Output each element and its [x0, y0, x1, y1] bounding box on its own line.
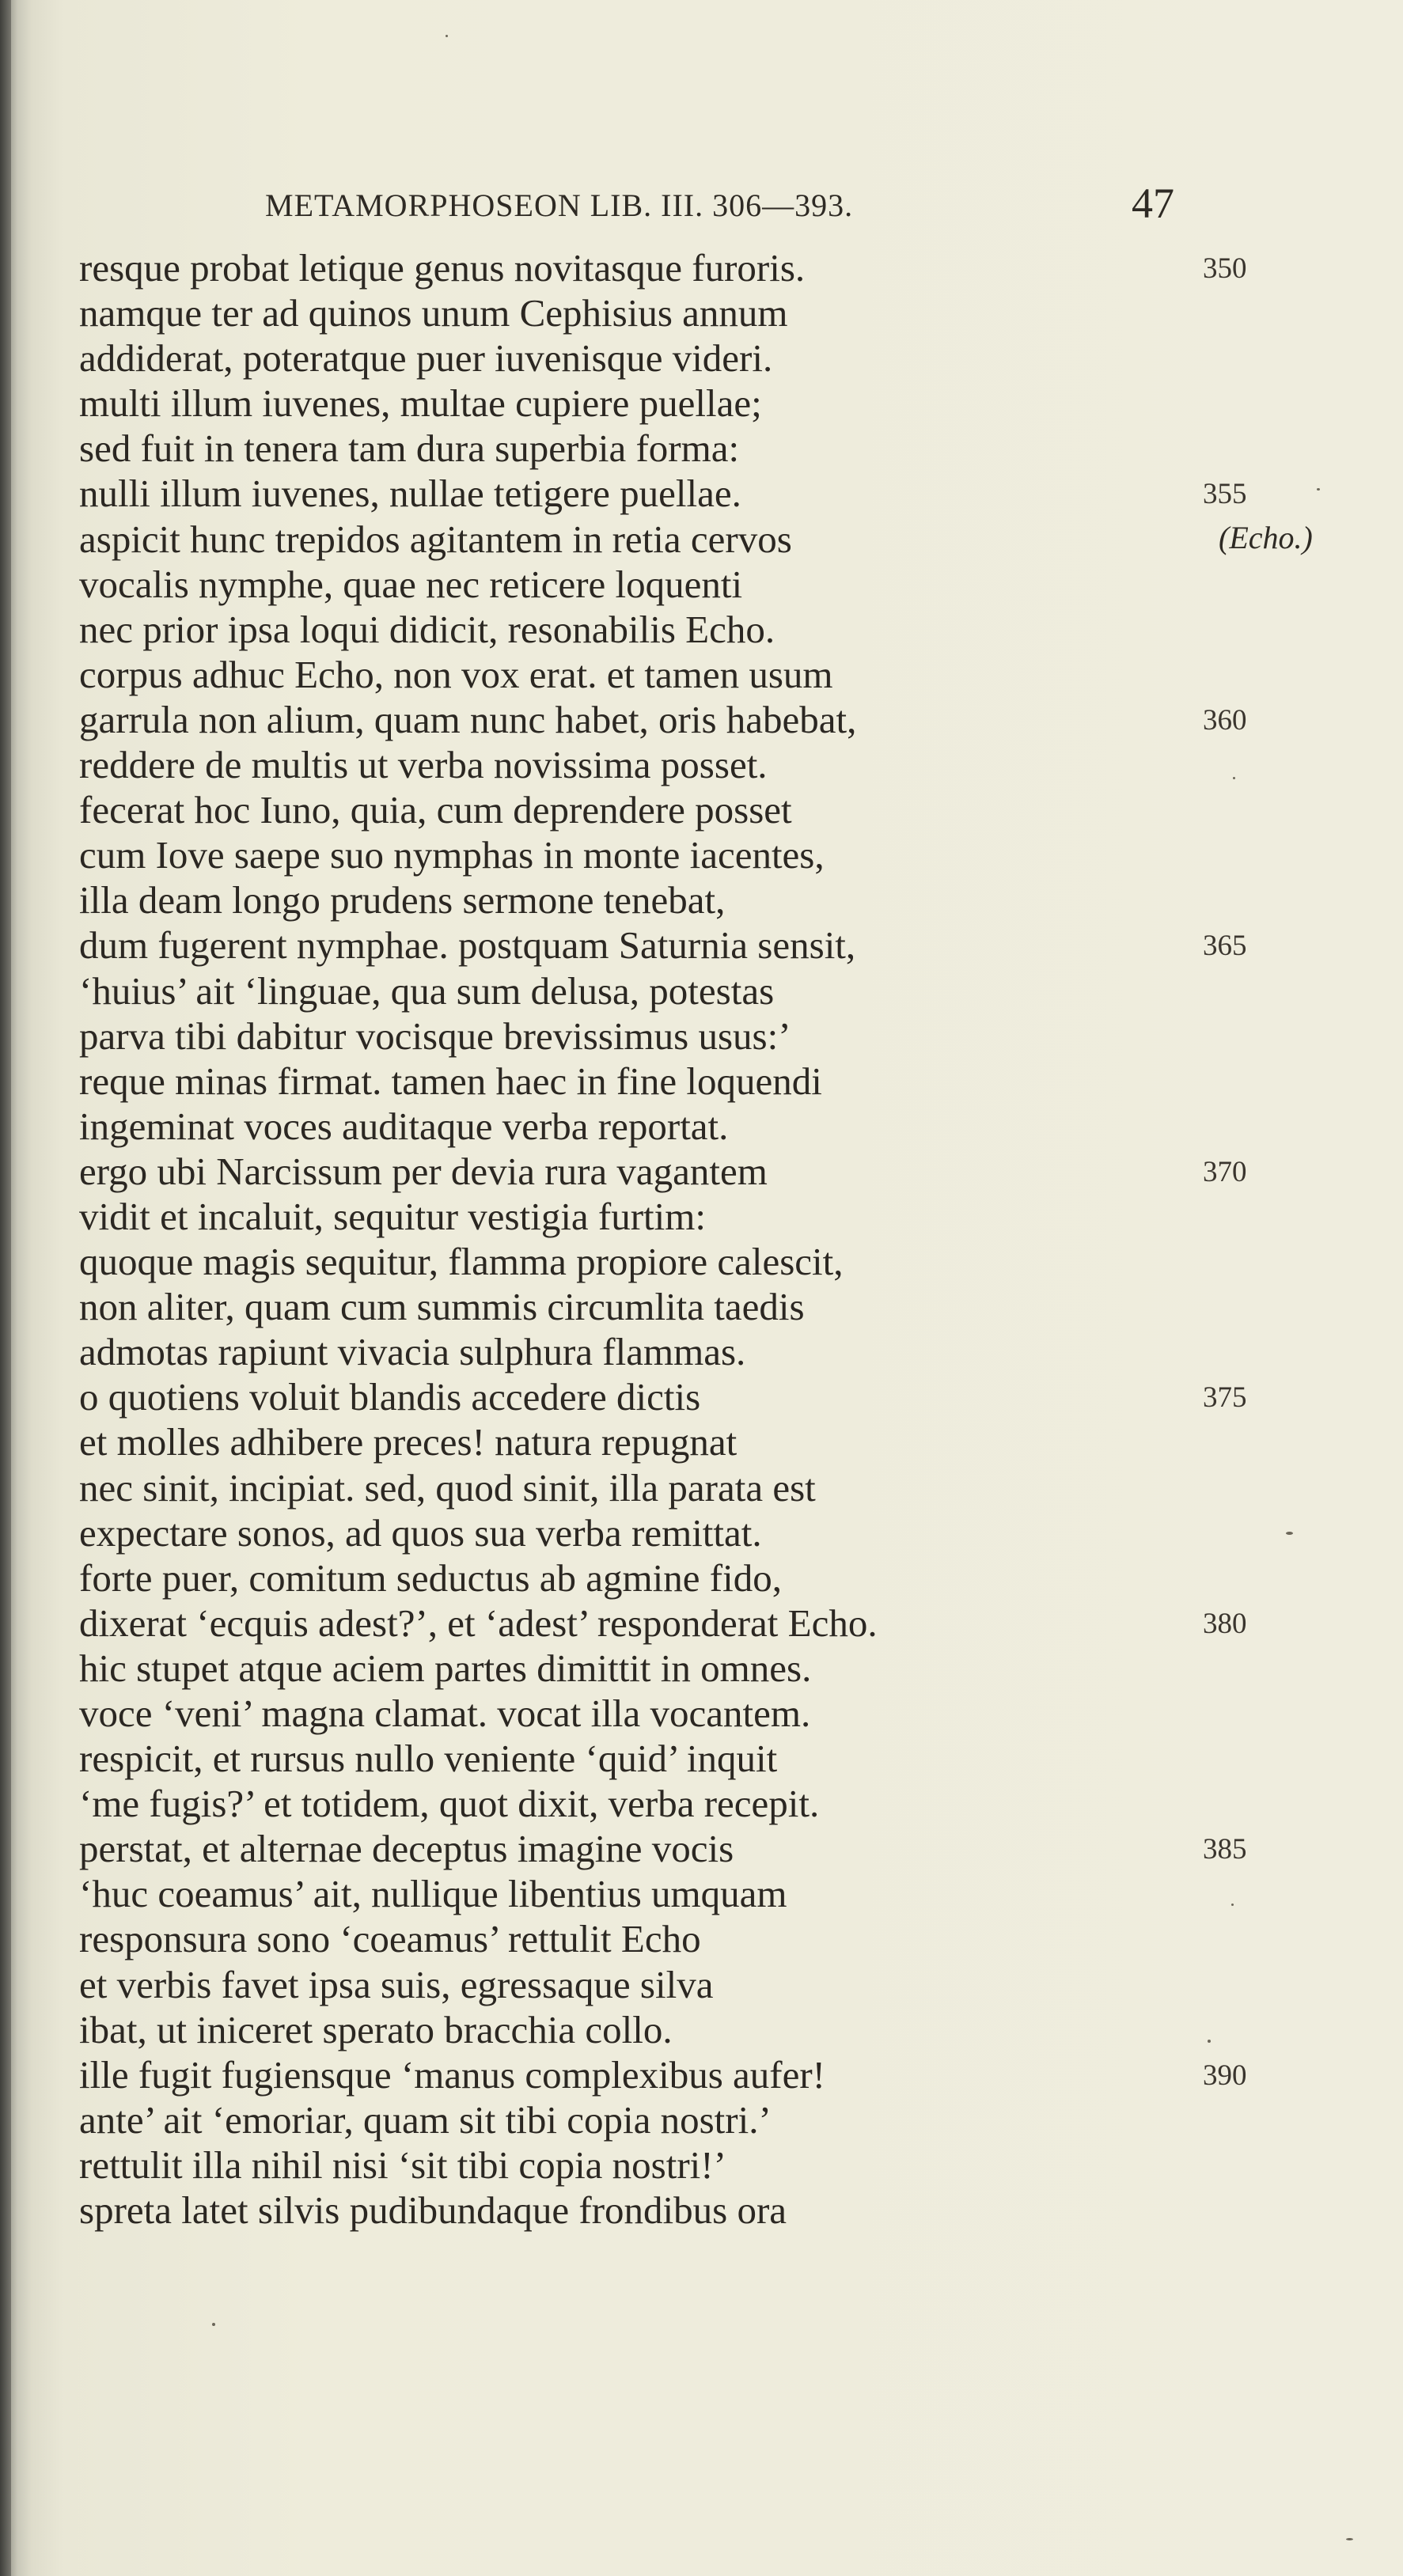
verse-text: rettulit illa nihil nisi ‘sit tibi copia nostri!’: [79, 2142, 726, 2187]
verse-line: [79, 1419, 1314, 1464]
verse-text: responsura sono ‘coeamus’ rettulit Echo: [79, 1917, 701, 1961]
verse-text: fecerat hoc Iuno, quia, cum deprendere posset: [79, 788, 792, 832]
verse-line: [79, 1601, 1314, 1646]
line-number: 385: [1203, 1833, 1247, 1866]
verse-text: ante’ ait ‘emoriar, quam sit tibi copia nostri.’: [79, 2097, 772, 2142]
verse-text: et verbis favet ipsa suis, egressaque silva: [79, 1962, 714, 2006]
verse-line: [79, 1555, 1314, 1601]
verse-line: [79, 2142, 1314, 2188]
verse-line: [79, 1374, 1314, 1419]
verse-text: non aliter, quam cum summis circumlita taedis: [79, 1285, 805, 1329]
verse-text: spreta latet silvis pudibundaque frondibus ora: [79, 2188, 787, 2233]
verse-line: [79, 787, 1314, 832]
verse-line: [79, 471, 1314, 516]
paper-speck: [1317, 488, 1320, 491]
verse-text: ille fugit fugiensque ‘manus complexibus aufer!: [79, 2052, 825, 2097]
page-header: [0, 179, 1403, 234]
verse-text: quoque magis sequitur, flamma propiore calescit,: [79, 1240, 844, 1284]
verse-line: [79, 832, 1314, 877]
line-number: 350: [1203, 252, 1247, 285]
verse-text: addiderat, poteratque puer iuvenisque videri.: [79, 336, 773, 381]
marginal-note: (Echo.): [1219, 519, 1313, 555]
line-number: 355: [1203, 478, 1247, 511]
verse-text: resque probat letique genus novitasque furoris.: [79, 246, 806, 290]
verse-line: [79, 1962, 1314, 2007]
verse-text: illa deam longo prudens sermone tenebat,: [79, 878, 726, 922]
verse-line: [79, 1916, 1314, 1961]
verse-line: [79, 922, 1314, 968]
verse-text: multi illum iuvenes, multae cupiere puellae;: [79, 381, 762, 426]
paper-speck: [1286, 1532, 1293, 1535]
verse-text: ‘huius’ ait ‘linguae, qua sum delusa, potestas: [79, 968, 775, 1013]
verse-line: [79, 1329, 1314, 1374]
verse-text: ibat, ut iniceret sperato bracchia collo.: [79, 2007, 673, 2051]
verse-line: [79, 2007, 1314, 2052]
verse-text: nec sinit, incipiat. sed, quod sinit, illa parata est: [79, 1465, 816, 1510]
paper-speck: [1233, 777, 1235, 779]
verse-line: [79, 426, 1314, 471]
line-number: 380: [1203, 1607, 1247, 1640]
verse-line: [79, 517, 1314, 562]
verse-line: [79, 1826, 1314, 1871]
verse-text: nec prior ipsa loqui didicit, resonabilis Echo.: [79, 607, 775, 651]
verse-text: voce ‘veni’ magna clamat. vocat illa vocantem.: [79, 1691, 811, 1735]
running-title: METAMORPHOSEON LIB. III. 306—393.: [265, 188, 854, 223]
verse-line: [79, 1465, 1314, 1510]
verse-line: [79, 335, 1314, 381]
line-number: 390: [1203, 2059, 1247, 2092]
verse-line: [79, 1149, 1314, 1194]
verse-text: ergo ubi Narcissum per devia rura vagantem: [79, 1149, 768, 1193]
verse-line: [79, 968, 1314, 1013]
paper-speck: [1346, 2538, 1353, 2540]
verse-text: vocalis nymphe, quae nec reticere loquenti: [79, 562, 743, 606]
verse-text: hic stupet atque aciem partes dimittit in omnes.: [79, 1646, 812, 1690]
verse-text: o quotiens voluit blandis accedere dictis: [79, 1375, 701, 1419]
verse-text: sed fuit in tenera tam dura superbia forma:: [79, 426, 740, 471]
verse-text: corpus adhuc Echo, non vox erat. et tamen usum: [79, 652, 833, 696]
verse-line: [79, 1013, 1314, 1059]
verse-text: vidit et incaluit, sequitur vestigia furtim:: [79, 1194, 707, 1238]
verse-line: [79, 562, 1314, 607]
verse-text: parva tibi dabitur vocisque brevissimus usus:’: [79, 1013, 791, 1058]
verse-line: [79, 381, 1314, 426]
verse-line: [79, 652, 1314, 697]
paper-speck: [212, 2323, 215, 2326]
book-spine-shadow: [0, 0, 11, 2576]
verse-text: garrula non alium, quam nunc habet, oris habebat,: [79, 697, 857, 741]
verse-line: [79, 2097, 1314, 2142]
verse-line: [79, 607, 1314, 652]
verse-line: [79, 2052, 1314, 2097]
verse-line: [79, 877, 1314, 922]
verse-text: reddere de multis ut verba novissima posset.: [79, 743, 768, 787]
verse-line: [79, 742, 1314, 787]
verse-text: et molles adhibere preces! natura repugnat: [79, 1420, 738, 1464]
verse-text: admotas rapiunt vivacia sulphura flammas.: [79, 1330, 746, 1374]
verse-line: [79, 2188, 1314, 2233]
paper-speck: [1208, 2040, 1211, 2043]
verse-line: [79, 1059, 1314, 1104]
paper-speck: [1231, 1904, 1234, 1906]
verse-text: namque ter ad quinos unum Cephisius annum: [79, 291, 788, 335]
verse-line: [79, 1104, 1314, 1149]
verse-line: [79, 1284, 1314, 1329]
line-number: 370: [1203, 1155, 1247, 1188]
verse-text: dixerat ‘ecquis adest?’, et ‘adest’ responderat Echo.: [79, 1601, 878, 1645]
verse-text: reque minas firmat. tamen haec in fine loquendi: [79, 1059, 822, 1103]
verse-line: [79, 1646, 1314, 1691]
page-number: 47: [1132, 180, 1174, 227]
line-number: 365: [1203, 930, 1247, 963]
verse-line: [79, 290, 1314, 335]
verse-text: respicit, et rursus nullo veniente ‘quid’ inquit: [79, 1737, 778, 1781]
paper-speck: [446, 35, 448, 37]
verse-text: forte puer, comitum seductus ab agmine fido,: [79, 1555, 782, 1600]
verse-text: expectare sonos, ad quos sua verba remittat.: [79, 1510, 762, 1555]
verse-text: ‘me fugis?’ et totidem, quot dixit, verba recepit.: [79, 1782, 820, 1826]
verse-line: [79, 1239, 1314, 1284]
verse-line: [79, 1781, 1314, 1826]
verse-text: nulli illum iuvenes, nullae tetigere puellae.: [79, 472, 741, 516]
line-number: 375: [1203, 1381, 1247, 1415]
verse-text: aspicit hunc trepidos agitantem in retia cervos: [79, 517, 792, 561]
verse-line: [79, 1510, 1314, 1555]
verse-text: perstat, et alternae deceptus imagine vocis: [79, 1827, 734, 1871]
line-number: 360: [1203, 703, 1247, 737]
verse-line: [79, 1194, 1314, 1239]
verse-line: [79, 245, 1314, 290]
verse-text: cum Iove saepe suo nymphas in monte iacentes,: [79, 833, 825, 877]
verse-text: dum fugerent nymphae. postquam Saturnia sensit,: [79, 923, 856, 968]
verse-line: [79, 1871, 1314, 1916]
verse-text: ‘huc coeamus’ ait, nullique libentius umquam: [79, 1872, 787, 1916]
verse-line: [79, 1736, 1314, 1781]
verse-line: [79, 697, 1314, 742]
verse-text: ingeminat voces auditaque verba reportat.: [79, 1104, 729, 1148]
verse-line: [79, 1691, 1314, 1736]
verse-list: [79, 245, 1314, 2233]
